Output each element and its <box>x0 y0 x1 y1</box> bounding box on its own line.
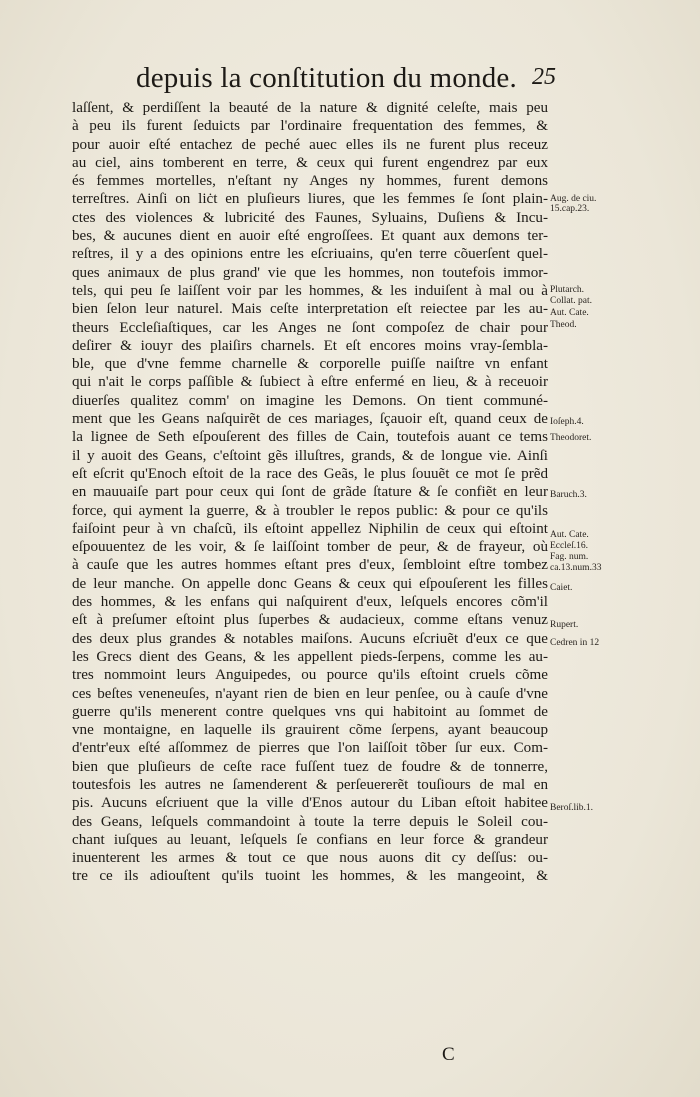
text-line: eſt eſcrit qu'Enoch eſtoit de la race des Geãs, le plus ſouuẽt ce mot ſe prẽd <box>72 465 548 482</box>
text-line: ces beſtes veneneuſes, n'ayant rien de bien en leur penſee, ou à cauſe d'vne <box>72 685 548 702</box>
text-line: guerre qu'ils menerent contre quelques vns qui habitoint au ſommet de <box>72 703 548 720</box>
text-line: inuenterent les armes & tout ce que nous auons dit cy deſſus: ou- <box>72 850 548 867</box>
text-line: d'entr'eux eſté aſſommez de pierres que l'on laiſſoit tõber ſur eux. Com- <box>72 740 548 757</box>
margin-note: Theod. <box>550 319 577 330</box>
running-title: depuis la conſtitution du monde. <box>136 62 517 94</box>
text-line: chant iuſques au leuant, leſquels ſe confians en leur force & grandeur <box>72 831 548 848</box>
margin-note: Ioſeph.4. <box>550 416 584 427</box>
page-number: 25 <box>532 64 556 90</box>
margin-note: Eccleſ.16. <box>550 541 588 552</box>
text-line: ble, que d'vne femme charnelle & corporelle puiſſe naiſtre vn enfant <box>72 356 548 373</box>
text-line: faiſoint peur à vn chaſcũ, ils eſtoint appellez Niphilin de ceux qui eſtoint <box>72 520 548 537</box>
text-line: à peu ils furent ſeduicts par l'ordinaire frequentation des femmes, & <box>72 118 548 135</box>
margin-note: ca.13.num.33 <box>550 563 602 574</box>
text-line: ques animaux de plus grand' vie que les hommes, non toutefois immor- <box>72 264 548 281</box>
text-line: à cauſe que les autres hommes eſtant pres d'eux, ſembloint eſtre tombez <box>72 557 548 574</box>
text-line: les Grecs dient des Geans, & les appellent pieds-ſerpens, comme les au- <box>72 648 548 665</box>
text-line: reſtres, il y a des opinions entre les eſcriuains, qu'en terre cõuerſent quel- <box>72 246 548 263</box>
text-line: deſirer & iouyr des plaiſirs charnels. Et eſt encores moins vray-ſembla- <box>72 337 548 354</box>
text-line: qui n'ait le corps paſſible & ſubiect à eſtre enfermé en lieu, & à receuoir <box>72 374 548 391</box>
text-line: diuerſes qualitez comm' on imagine les Demons. On tient communé- <box>72 392 548 409</box>
margin-note: Baruch.3. <box>550 489 587 500</box>
text-line: force, qui ayment la guerre, & à troubler le repos public: & pour ce qu'ils <box>72 502 548 519</box>
text-line: pis. Aucuns eſcriuent que la ville d'Enos autour du Liban eſtoit habitee <box>72 795 548 812</box>
text-line: des deux plus grandes & notables maiſons. Aucuns eſcriuẽt d'eux ce que <box>72 630 548 647</box>
margin-notes <box>550 0 660 1097</box>
text-line: des Geans, leſquels commandoint à toute la terre depuis le Soleil cou- <box>72 813 548 830</box>
text-line: de leur manche. On appelle donc Geans & ceux qui eſpouſerent les filles <box>72 575 548 592</box>
margin-note: Aut. Cate. <box>550 530 589 541</box>
text-line: vne montaigne, en laquelle ils grauirent cõme ſerpens, ayant beaucoup <box>72 722 548 739</box>
margin-note: Aut. Cate. <box>550 307 589 318</box>
margin-note: Caiet. <box>550 583 573 594</box>
margin-note: 15.cap.23. <box>550 203 590 214</box>
margin-note: Cedren in 12 <box>550 638 600 649</box>
text-line: tels, qui peu ſe laiſſent voir par les hommes, & les induiſent à mal ou à <box>72 282 548 299</box>
signature-mark: C <box>442 1044 455 1065</box>
text-line: ment que les Geans naſquirẽt de ces mariages, ſçauoir eſt, quand ceux de <box>72 411 548 428</box>
body-text <box>72 99 548 886</box>
text-line: il y auoit des Geans, c'eſtoint gẽs illuſtres, grands, & de longue vie. Ainſi <box>72 447 548 464</box>
text-line: tres nommoint leurs Anguipedes, ou pource qu'ils eſtoint cruels cõme <box>72 667 548 684</box>
margin-note: Beroſ.lib.1. <box>550 802 594 813</box>
text-line: bes, & aucunes dient en auoir eſté engroſſees. Et quant aux demons ter- <box>72 228 548 245</box>
text-line: bien que pluſieurs de ceſte race fuſſent tuez de foudre & de tonnerre, <box>72 758 548 775</box>
margin-note: Fag. num. <box>550 552 589 563</box>
margin-note: Collat. pat. <box>550 295 592 306</box>
text-line: és femmes mortelles, n'eſtant ny Anges ny hommes, furent demons <box>72 173 548 190</box>
text-line: la lignee de Seth eſpouſerent des filles de Cain, toutefois auant ce tems <box>72 429 548 446</box>
text-line: laſſent, & perdiſſent la beauté de la nature & dignité celeſte, mais peu <box>72 100 548 116</box>
text-line: terreſtres. Ainſi on liċt en pluſieurs liures, que les femmes ſe ſont plain- <box>72 191 548 208</box>
text-line: toutesfois les autres ne ſamenderent & perſeuererẽt touſiours de mal en <box>72 776 548 793</box>
text-line: eſpouuentez de les voir, & ſe laiſſoint tomber de peur, & de frayeur, où <box>72 539 548 556</box>
text-line: ctes des violences & lubricité des Faunes, Syluains, Duſiens & Incu- <box>72 209 548 226</box>
page-header <box>136 62 556 98</box>
text-line: pour auoir eſté entachez de peché auec elles ils ne furent plus receuz <box>72 136 548 153</box>
margin-note: Rupert. <box>550 619 579 630</box>
text-line: tre ce ils adiouſtent qu'ils tuoint les hommes, & les mangeoint, & <box>72 868 548 885</box>
text-line: des hommes, & les enfans qui naſquirent d'eux, leſquels encores cõm'il <box>72 594 548 611</box>
text-line: bien ſelon leur naturel. Mais ceſte interpretation eſt reiectee par les au- <box>72 301 548 318</box>
text-line: en mauuaiſe part pour ceux qui ſont de grãde ſtature & ſe confiẽt en leur <box>72 484 548 501</box>
text-line: eſt à preſumer eſtoint plus ſuperbes & audacieux, comme eſtans venuz <box>72 612 548 629</box>
text-line: theurs Eccleſiaſtiques, car les Anges ne ſont compoſez de chair pour <box>72 319 548 336</box>
margin-note: Aug. de ciu. <box>550 193 597 204</box>
margin-note: Plutarch. <box>550 285 585 295</box>
text-line: au ciel, ains tomberent en terre, & ceux qui furent engendrez par eux <box>72 154 548 171</box>
margin-note: Theodoret. <box>550 433 592 444</box>
